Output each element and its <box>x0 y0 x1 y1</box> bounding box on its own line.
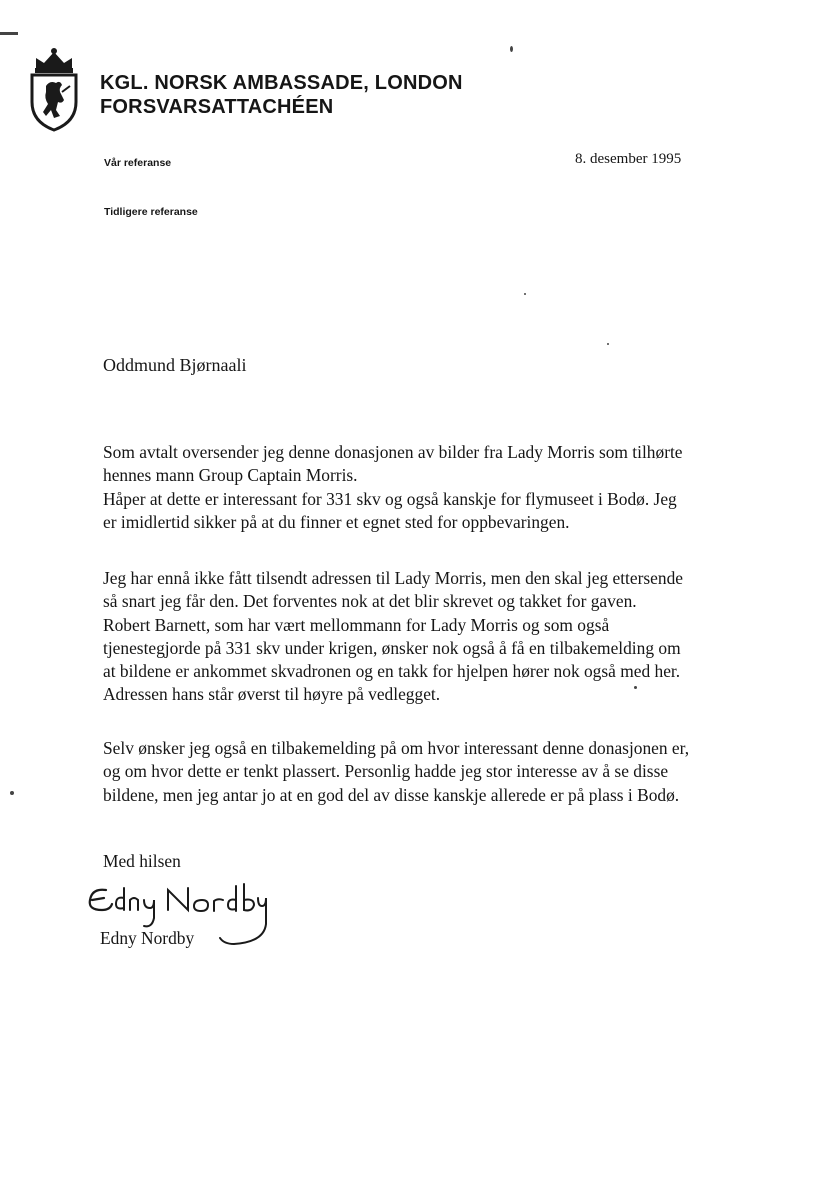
scan-speck <box>10 791 14 795</box>
scan-speck <box>634 686 637 689</box>
body-line: at bildene er ankommet skvadronen og en takk for hjelpen hører nok også med her. <box>103 661 681 682</box>
letter-date: 8. desember 1995 <box>575 151 682 167</box>
body-line: tjenestegjorde på 331 skv under krigen, ønsker nok også å få en tilbakemelding om <box>103 637 681 658</box>
scan-speck <box>607 343 609 345</box>
body-line: Som avtalt oversender jeg denne donasjonen av bilder fra Lady Morris som tilhørte <box>103 442 683 462</box>
body-line: bildene, men jeg antar jo at en god del av disse kanskje allerede er på plass i Bodø. <box>103 784 680 805</box>
scan-speck <box>510 46 513 52</box>
body-line: Adressen hans står øverst til høyre på vedlegget. <box>103 684 441 705</box>
typed-signer-name: Edny Nordby <box>100 928 195 948</box>
body-line: og om hvor dette er tenkt plassert. Personlig hadde jeg stor interesse av å se disse <box>103 761 669 782</box>
recipient-name: Oddmund Bjørnaali <box>103 355 247 375</box>
letterhead-embassy: KGL. NORSK AMBASSADE, LONDON <box>100 72 463 94</box>
body-line: er imidlertid sikker på at du finner et egnet sted for oppbevaringen. <box>103 511 570 532</box>
body-paragraph-1 <box>103 441 793 534</box>
body-line: Jeg har ennå ikke fått tilsendt adressen til Lady Morris, men den skal jeg ettersende <box>103 568 683 588</box>
scan-speck <box>524 293 526 295</box>
scan-speck <box>0 32 18 35</box>
our-reference-label: Vår referanse <box>104 157 172 169</box>
body-line: Håper at dette er interessant for 331 skv og også kanskje for flymuseet i Bodø. Jeg <box>103 488 677 509</box>
closing-salutation: Med hilsen <box>103 851 181 871</box>
letterhead-department: FORSVARSATTACHÉEN <box>100 96 334 118</box>
previous-reference-label: Tidligere referanse <box>104 206 198 218</box>
body-line: hennes mann Group Captain Morris. <box>103 465 358 486</box>
body-paragraph-2 <box>103 567 793 707</box>
body-line: Selv ønsker jeg også en tilbakemelding på om hvor interessant denne donasjonen er, <box>103 738 690 758</box>
body-paragraph-3 <box>103 737 793 807</box>
body-line: så snart jeg får den. Det forventes nok at det blir skrevet og takket for gaven. <box>103 591 637 612</box>
norwegian-coat-of-arms-icon <box>26 46 82 132</box>
body-line: Robert Barnett, som har vært mellommann for Lady Morris og som også <box>103 614 610 635</box>
